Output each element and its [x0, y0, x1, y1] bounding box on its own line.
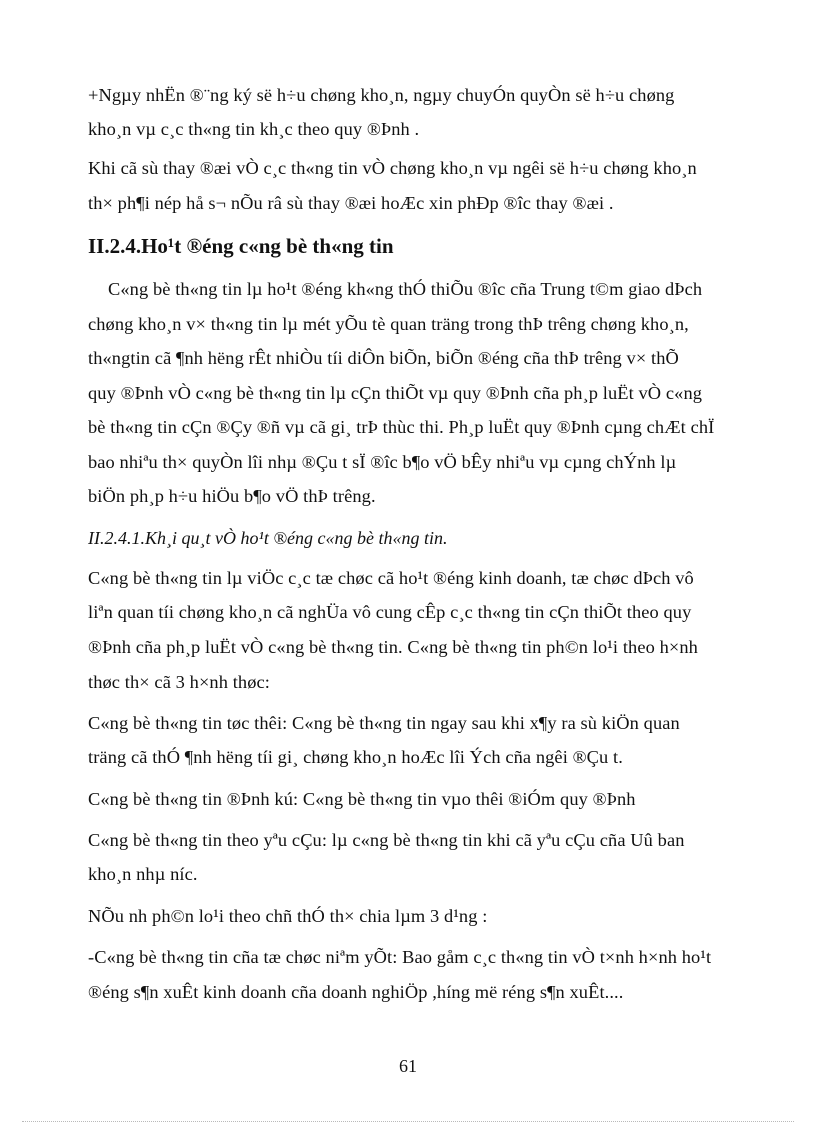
paragraph-line: C«ng bè th«ng tin tøc thêi: C«ng bè th«ng tin ngay sau khi x¶y ra sù kiÖn quan [88, 713, 680, 733]
paragraph-line: Khi cã sù thay ®æi vÒ c¸c th«ng tin vÒ chøng kho¸n vµ ngêi së h÷u chøng kho¸n [88, 158, 697, 178]
paragraph-line: bè th«ng tin cÇn ®Çy ®ñ vµ cã gi¸ trÞ thùc thi. Ph¸p luËt quy ®Þnh cµng chÆt chÏ [88, 417, 715, 437]
paragraph-line: bao nhiªu th× quyÒn lîi nhµ ®Çu t sÏ ®îc b¶o vÖ bÊy nhiªu vµ cµng chÝnh lµ [88, 452, 677, 472]
paragraph-line: C«ng bè th«ng tin lµ viÖc c¸c tæ chøc cã ho¹t ®éng kinh doanh, tæ chøc dÞch vô [88, 568, 694, 588]
page-number: 61 [399, 1056, 417, 1076]
paragraph-line: C«ng bè th«ng tin lµ ho¹t ®éng kh«ng thÓ thiÕu ®îc cña Trung t©m giao dÞch [108, 279, 703, 299]
paragraph-line: biÖn ph¸p h÷u hiÖu b¶o vÖ thÞ trêng. [88, 486, 376, 506]
paragraph-line: C«ng bè th«ng tin theo yªu cÇu: lµ c«ng bè th«ng tin khi cã yªu cÇu cña Uû ban [88, 830, 685, 850]
paragraph-line: th× ph¶i nép hå s¬ nÕu râ sù thay ®æi hoÆc xin phÐp ®îc thay ®æi . [88, 193, 614, 213]
paragraph-line: NÕu nh ph©n lo¹i theo chñ thÓ th× chia lµm 3 d¹ng : [88, 906, 488, 926]
paragraph-line: kho¸n vµ c¸c th«ng tin kh¸c theo quy ®Þnh . [88, 119, 420, 139]
paragraph-line: ®éng s¶n xuÊt kinh doanh cña doanh nghiÖp ,híng më réng s¶n xuÊt.... [88, 982, 624, 1002]
paragraph-line: ®Þnh cña ph¸p luËt vÒ c«ng bè th«ng tin. C«ng bè th«ng tin ph©n lo¹i theo h×nh [88, 637, 698, 657]
paragraph-line: träng cã thÓ ¶nh hëng tíi gi¸ chøng kho¸n hoÆc lîi Ých cña ngêi ®Çu t. [88, 747, 623, 767]
paragraph-line: quy ®Þnh vÒ c«ng bè th«ng tin lµ cÇn thiÕt vµ quy ®Þnh cña ph¸p luËt vÒ c«ng [88, 383, 703, 403]
page-bottom-divider [22, 1121, 794, 1122]
subsection-heading: II.2.4.1.Kh¸i qu¸t vÒ ho¹t ®éng c«ng bè th«ng tin. [88, 528, 448, 548]
paragraph-line: chøng kho¸n v× th«ng tin lµ mét yÕu tè quan träng trong thÞ trêng chøng kho¸n, [88, 314, 689, 334]
paragraph-line: C«ng bè th«ng tin ®Þnh kú: C«ng bè th«ng tin vµo thêi ®iÓm quy ®Þnh [88, 789, 636, 809]
paragraph-line: liªn quan tíi chøng kho¸n cã nghÜa vô cung cÊp c¸c th«ng tin cÇn thiÕt theo quy [88, 602, 692, 622]
paragraph-line: +Ngµy nhËn ®¨ng ký së h÷u chøng kho¸n, ngµy chuyÓn quyÒn së h÷u chøng [88, 85, 675, 105]
paragraph-line: thøc th× cã 3 h×nh thøc: [88, 672, 270, 692]
paragraph-line: th«ngtin cã ¶nh hëng rÊt nhiÒu tíi diÔn biÕn, biÕn ®éng cña thÞ trêng v× thÕ [88, 348, 679, 368]
paragraph-line: -C«ng bè th«ng tin cña tæ chøc niªm yÕt: Bao gåm c¸c th«ng tin vÒ t×nh h×nh ho¹t [88, 947, 712, 967]
paragraph-line: kho¸n nhµ níc. [88, 864, 198, 884]
section-heading: II.2.4.Ho¹t ®éng c«ng bè th«ng tin [88, 234, 394, 258]
